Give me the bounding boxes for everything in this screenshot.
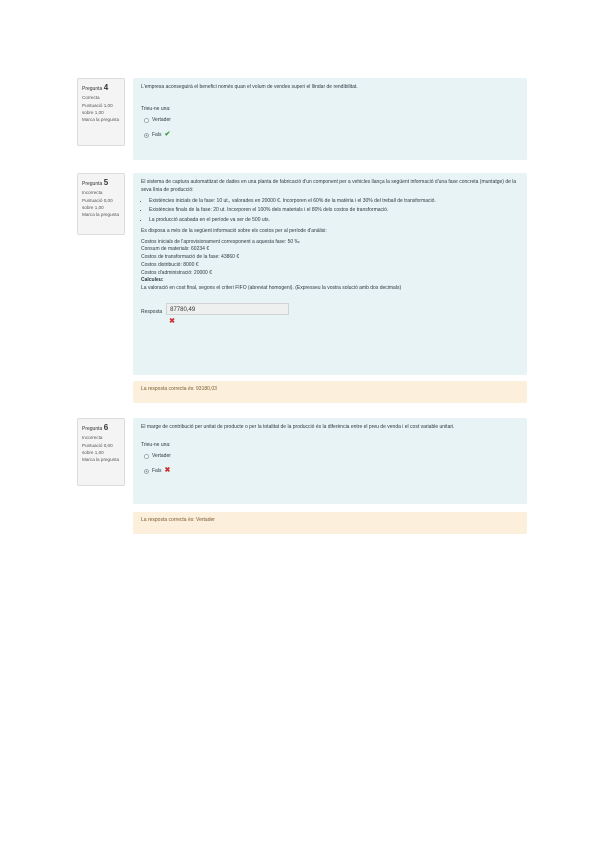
question-content-5 — [133, 173, 527, 375]
answer-input[interactable]: 87780,49 ✖ — [166, 303, 289, 315]
answer-row — [141, 303, 519, 325]
more-info-text: Es disposa a més de la següent informació sobre els costos per al període d'anàlisi: — [141, 227, 327, 234]
question-content-6 — [133, 418, 527, 504]
calcula-label: Calculeu: — [141, 277, 164, 284]
flag-question-5[interactable]: Marca la pregunta — [82, 211, 120, 217]
cross-icon: ✖ — [164, 467, 171, 475]
cost-line: Costos distribució: 8000 € — [141, 261, 199, 268]
flag-question-4[interactable]: Marca la pregunta — [82, 116, 120, 122]
answer-label: Resposta — [141, 308, 163, 315]
radio-vertader-4[interactable] — [144, 118, 149, 123]
option-vertader-6[interactable]: Vertader — [144, 453, 519, 461]
question-intro-5: El sistema de captura automatitzat de dades en una planta de fabricació d'un component per a vehicles llança la següent informació d'una fase concreta (muntatge) de la seva línia de producció: — [141, 179, 517, 193]
list-item: • La producció acabada en el període va ser de 500 uts. — [149, 217, 519, 225]
question-info-6 — [77, 418, 125, 486]
radio-fals-4[interactable] — [144, 133, 149, 138]
question-content-4 — [133, 78, 527, 160]
cost-line: Costos de transformació de la fase: 43860 € — [141, 254, 240, 260]
question-6 — [77, 418, 527, 536]
cost-line: Costos inicials de l'aprovisionament corresponent a aquesta fase: 50 ‰ — [141, 238, 300, 245]
feedback-5: La resposta correcta és: 93180,03 — [133, 381, 527, 403]
cost-line: Consum de materials: 60234 € — [141, 246, 210, 253]
question-score-6: Puntuació 0,00 sobre 1,00 — [82, 442, 113, 455]
bullet-list — [141, 198, 519, 225]
question-number-6: Pregunta 6 — [82, 423, 109, 432]
feedback-6: La resposta correcta és: Vertader — [133, 512, 527, 534]
option-fals-4[interactable]: Fals ✔ — [144, 130, 519, 141]
option-fals-6[interactable]: Fals ✖ — [144, 466, 519, 477]
question-text-6: El marge de contribució per unitat de producte o per la totalitat de la producció és la diferència entre el preu de venda i el cost variable unitari. — [141, 424, 455, 430]
question-5 — [77, 173, 527, 403]
question-status-4: Correcta — [82, 95, 100, 101]
option-vertader-4[interactable]: Vertader — [144, 117, 519, 125]
cost-line: Costos d'administració: 20000 € — [141, 269, 212, 276]
check-icon: ✔ — [164, 131, 171, 139]
question-number-5: Pregunta 5 — [82, 178, 109, 187]
question-number-4: Pregunta 4 — [82, 83, 109, 92]
question-text-4: L'empresa aconseguirà el benefici només quan el volum de vendes superi el llindar de rendibilitat. — [141, 84, 358, 90]
question-score-4: Puntuació 1,00 sobre 1,00 — [82, 102, 113, 115]
radio-vertader-6[interactable] — [144, 454, 149, 459]
question-info-5 — [77, 173, 125, 235]
question-status-6: Incorrecta — [82, 435, 103, 441]
question-4 — [77, 78, 527, 160]
list-item: • Existències inicials de la fase: 10 ut., valorades en 20000 €. Incorporen el 60% de la matèria i el 30% del treball de transformació. — [149, 198, 519, 206]
calcula-text: La valoració en cost final, segons el criteri FIFO (abreviat homogeni). (Expresseu la vostra solució amb dos decimals) — [141, 285, 402, 291]
question-score-5: Puntuació 0,00 sobre 1,00 — [82, 197, 113, 210]
cross-icon: ✖ — [169, 317, 175, 325]
list-item: • Existències finals de la fase: 20 ut. Incorporen el 100% dels materials i el 80% dels costos de transformació. — [149, 207, 519, 215]
radio-fals-6[interactable] — [144, 469, 149, 474]
question-info-4 — [77, 78, 125, 146]
question-status-5: Incorrecta — [82, 190, 103, 196]
flag-question-6[interactable]: Marca la pregunta — [82, 456, 120, 462]
select-prompt-4: Trieu-ne una: — [141, 105, 171, 112]
select-prompt-6: Trieu-ne una: — [141, 441, 171, 448]
